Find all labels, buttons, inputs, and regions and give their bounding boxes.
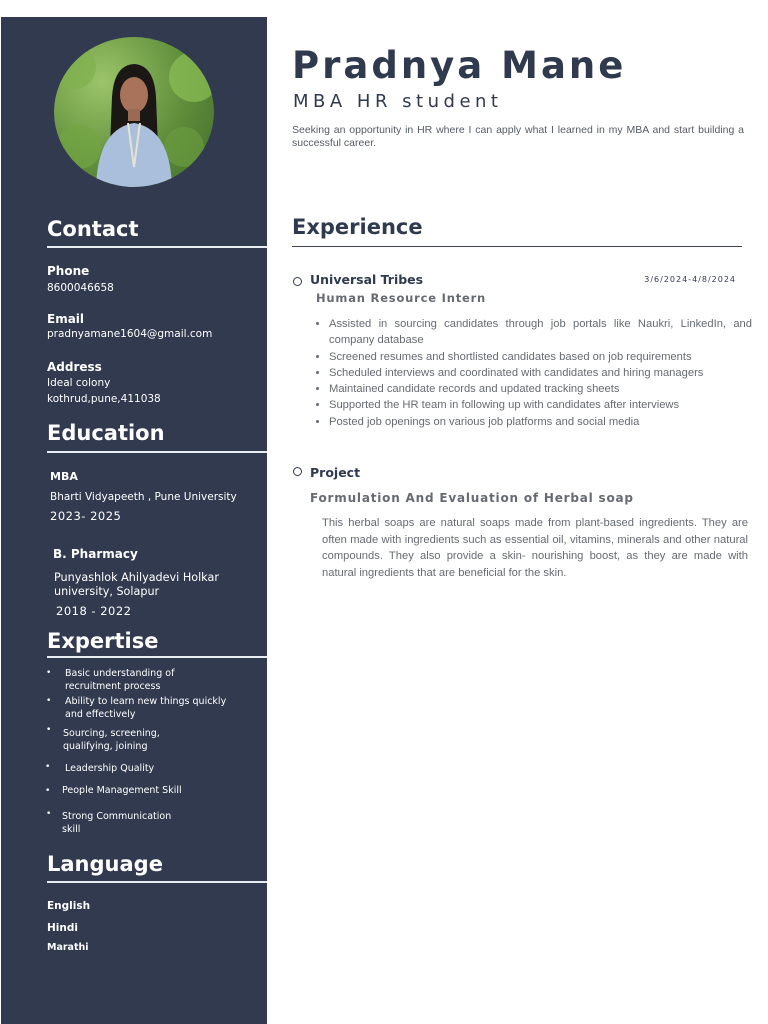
education-years-1: 2023- 2025 xyxy=(50,509,122,523)
expertise-item-line: Leadership Quality xyxy=(65,763,155,774)
experience-bullet: • Scheduled interviews and coordinated with candidates and hiring managers xyxy=(329,365,752,381)
address-line-2: kothrud,pune,411038 xyxy=(47,393,161,405)
expertise-item-line: Strong Communication xyxy=(62,811,172,822)
profile-photo xyxy=(54,37,214,187)
expertise-item-line: recruitment process xyxy=(65,680,161,692)
sidebar xyxy=(1,17,267,1024)
education-institution-2a: Punyashlok Ahilyadevi Holkar xyxy=(54,571,219,584)
project-heading: Project xyxy=(310,465,361,480)
experience-bullet: • Screened resumes and shortlisted candidates based on job requirements xyxy=(329,349,752,365)
career-objective: Seeking an opportunity in HR where I can apply what I learned in my MBA and start building a successful career. xyxy=(292,124,744,149)
email-value: pradnyamane1604@gmail.com xyxy=(47,328,213,340)
experience-bullet: • Assisted in sourcing candidates through job portals like Naukri, LinkedIn, and company database xyxy=(329,316,752,349)
experience-bullets xyxy=(313,316,752,430)
education-divider xyxy=(47,451,267,453)
expertise-heading: Expertise xyxy=(47,629,159,653)
bullet-icon: • xyxy=(46,668,52,678)
project-description: This herbal soaps are natural soaps made from plant-based ingredients. They are often made with ingredients such as essential oil, vitamins, minerals and other natural compounds. They also provide a skin- nourishing boost, as they are made with natural ingredients that are beneficial for the skin. xyxy=(322,517,748,580)
bullet-icon: • xyxy=(46,809,52,819)
experience-bullet: • Posted job openings on various job platforms and social media xyxy=(329,414,752,430)
bullet-icon: • xyxy=(45,762,51,772)
address-line-1: Ideal colony xyxy=(47,377,111,389)
expertise-item xyxy=(65,696,226,721)
expertise-item-line: Basic understanding of xyxy=(65,668,175,679)
address-label: Address xyxy=(47,360,102,374)
contact-divider xyxy=(47,246,267,248)
expertise-item xyxy=(65,763,154,776)
expertise-item-line: Ability to learn new things quickly xyxy=(65,696,227,707)
expertise-item xyxy=(62,785,182,798)
experience-bullet: • Supported the HR team in following up with candidates after interviews xyxy=(329,397,752,413)
expertise-item xyxy=(62,811,171,836)
expertise-item-line: skill xyxy=(62,823,81,835)
expertise-item-line: People Management Skill xyxy=(62,785,182,796)
education-heading: Education xyxy=(47,421,165,445)
email-label: Email xyxy=(47,312,85,326)
language-item: Marathi xyxy=(47,942,89,953)
expertise-divider xyxy=(47,656,267,658)
experience-heading: Experience xyxy=(292,215,423,239)
candidate-subtitle: MBA HR student xyxy=(293,91,503,112)
language-divider xyxy=(47,881,267,883)
job-role: Human Resource Intern xyxy=(316,291,487,305)
expertise-item-line: and effectively xyxy=(65,708,136,720)
timeline-circle-icon xyxy=(293,467,302,476)
experience-dates: 3/6/2024-4/8/2024 xyxy=(644,275,736,284)
language-heading: Language xyxy=(47,852,163,876)
bullet-icon: • xyxy=(46,725,52,735)
candidate-name: Pradnya Mane xyxy=(292,44,627,87)
expertise-item-line: Sourcing, screening, xyxy=(63,728,160,739)
phone-value: 8600046658 xyxy=(47,282,114,294)
timeline-circle-icon xyxy=(293,277,302,286)
expertise-item xyxy=(63,728,160,753)
company-name: Universal Tribes xyxy=(310,272,424,287)
education-institution-1: Bharti Vidyapeeth , Pune University xyxy=(50,491,237,503)
expertise-item xyxy=(65,668,174,693)
language-item: Hindi xyxy=(47,922,78,934)
experience-divider xyxy=(292,246,742,247)
education-institution-2b: university, Solapur xyxy=(54,585,160,598)
bullet-icon: • xyxy=(46,696,52,706)
education-degree-1: MBA xyxy=(50,470,78,483)
phone-label: Phone xyxy=(47,264,90,278)
expertise-item-line: qualifying, joining xyxy=(63,740,148,752)
profile-photo-illustration xyxy=(54,37,214,187)
contact-heading: Contact xyxy=(47,217,139,241)
experience-bullet: • Maintained candidate records and updated tracking sheets xyxy=(329,381,752,397)
education-years-2: 2018 - 2022 xyxy=(56,604,132,618)
education-degree-2: B. Pharmacy xyxy=(53,547,138,561)
language-item: English xyxy=(47,900,91,912)
project-title: Formulation And Evaluation of Herbal soap xyxy=(310,491,634,505)
bullet-icon: • xyxy=(45,786,51,796)
